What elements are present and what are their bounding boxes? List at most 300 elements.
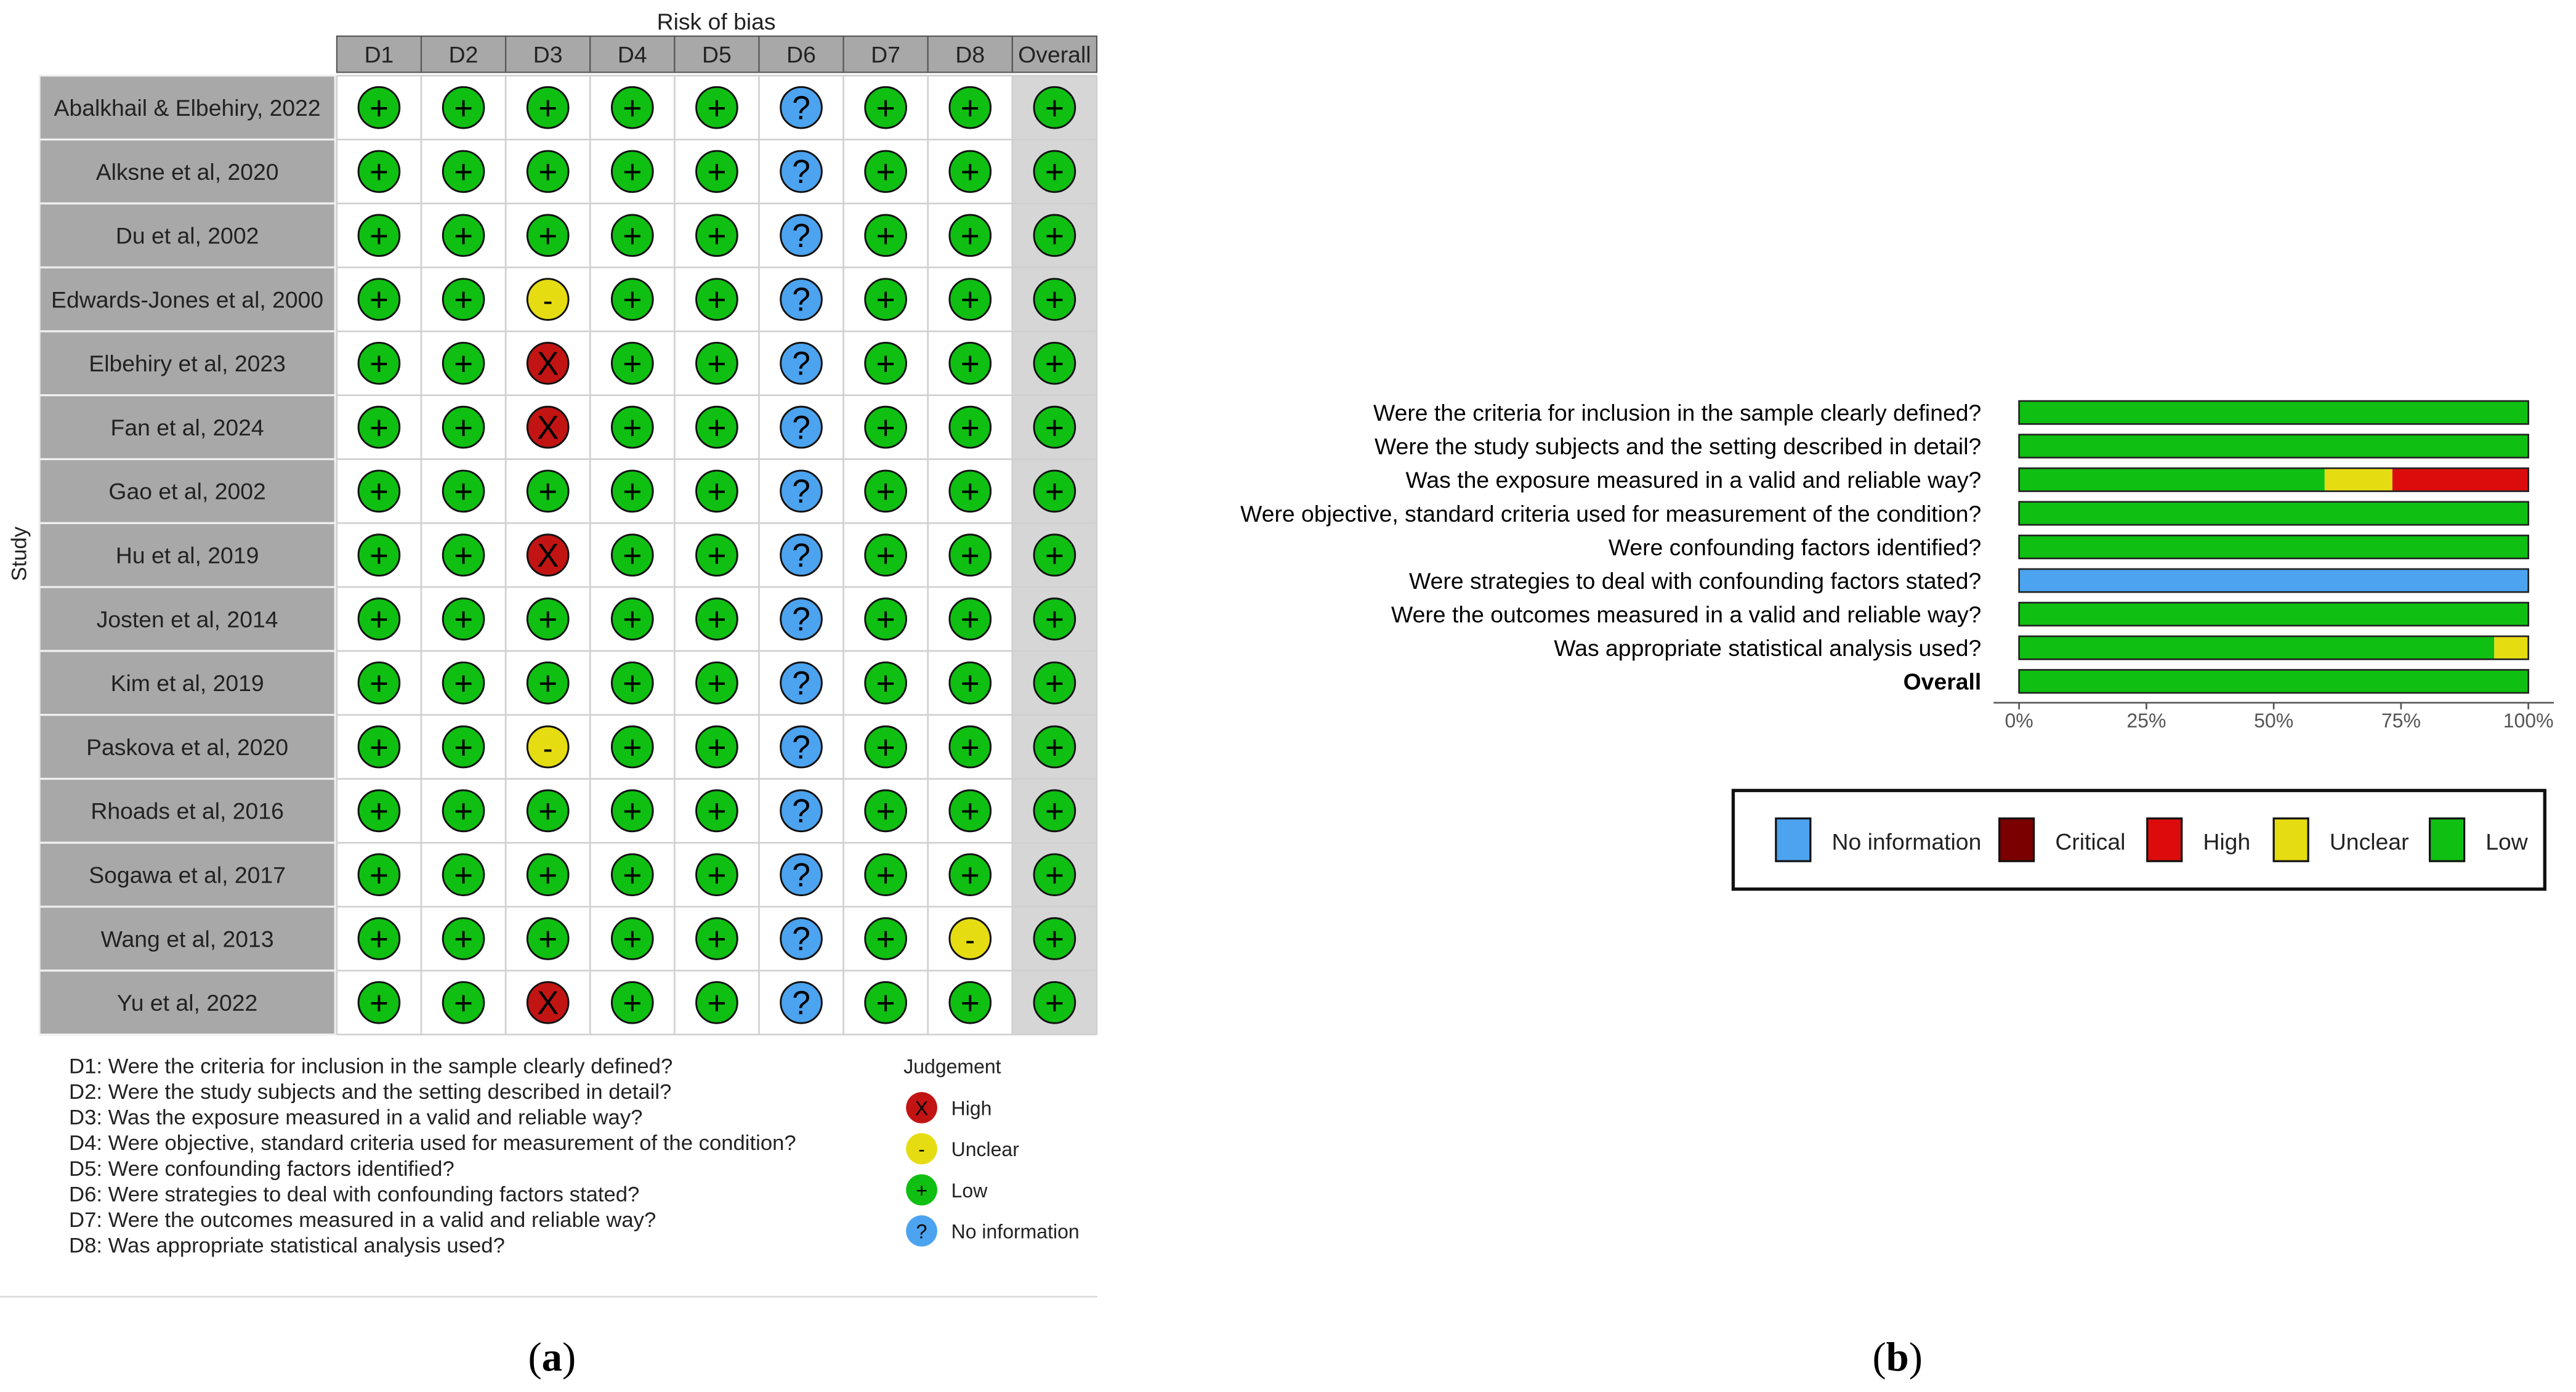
judgement-point xyxy=(865,279,906,320)
judgement-symbol: + xyxy=(960,985,980,1022)
judgement-symbol: + xyxy=(453,793,474,830)
judgement-symbol: ? xyxy=(792,985,810,1022)
judgement-point xyxy=(527,535,568,576)
judgement-symbol: + xyxy=(369,537,389,574)
study-label: Rhoads et al, 2016 xyxy=(91,798,284,824)
x-tick-label: 0% xyxy=(2005,709,2033,732)
study-label: Sogawa et al, 2017 xyxy=(89,862,286,888)
judgement-symbol: ? xyxy=(792,537,810,574)
judgement-point xyxy=(443,982,484,1023)
bar-segment xyxy=(2019,535,2529,558)
judgement-symbol: + xyxy=(1044,793,1064,830)
judgement-point xyxy=(781,471,822,512)
judgement-symbol: + xyxy=(960,729,980,766)
judgement-point xyxy=(950,790,991,832)
judgement-symbol: + xyxy=(623,985,642,1022)
judgement-symbol: ? xyxy=(792,217,810,254)
column-header-label: D7 xyxy=(871,41,901,68)
judgement-point xyxy=(443,662,484,703)
judgement-point xyxy=(527,662,568,703)
judgement-symbol: + xyxy=(960,90,980,127)
judgement-point xyxy=(950,279,991,320)
study-label: Josten et al, 2014 xyxy=(96,606,278,633)
judgement-symbol: + xyxy=(453,217,474,254)
judgement-point xyxy=(358,662,400,703)
judgement-symbol: + xyxy=(369,601,389,638)
judgement-symbol: + xyxy=(453,921,474,958)
judgement-symbol: ? xyxy=(792,665,810,702)
judgement-point xyxy=(612,342,653,384)
judgement-point xyxy=(696,151,738,192)
judgement-symbol: + xyxy=(369,985,389,1022)
judgement-symbol: - xyxy=(965,924,975,957)
judgement-symbol: + xyxy=(876,729,895,766)
judgement-point xyxy=(696,535,738,576)
judgement-symbol: + xyxy=(707,474,727,511)
judgement-symbol: + xyxy=(707,217,727,254)
judgement-symbol: + xyxy=(876,474,895,511)
judgement-symbol: + xyxy=(623,410,642,447)
judgement-point xyxy=(696,342,738,384)
judgement-point xyxy=(950,662,991,703)
judgement-point xyxy=(527,471,568,512)
judgement-symbol: + xyxy=(960,281,980,318)
judgement-point xyxy=(781,662,822,703)
judgement-point xyxy=(950,87,991,128)
judgement-symbol: + xyxy=(960,857,980,894)
judgement-point xyxy=(865,215,906,256)
judgement-point xyxy=(612,726,653,767)
judgement-point xyxy=(612,471,653,512)
judgement-point xyxy=(696,726,738,767)
legend-label: Unclear xyxy=(2329,828,2409,855)
judgement-point xyxy=(781,535,822,576)
judgement-symbol: + xyxy=(707,346,727,382)
judgement-point xyxy=(865,599,906,640)
judgement-symbol: + xyxy=(1044,90,1064,127)
legend-swatch xyxy=(1776,819,1811,861)
judgement-point xyxy=(443,790,484,832)
judgement-point xyxy=(950,151,991,192)
judgement-symbol: + xyxy=(876,601,895,638)
panel-a-footnotes xyxy=(69,1054,796,1257)
judgement-point xyxy=(865,535,906,576)
judgement-point xyxy=(527,151,568,192)
judgement-point xyxy=(1034,918,1075,960)
judgement-symbol: + xyxy=(369,921,389,958)
column-header-label: D8 xyxy=(955,41,985,68)
judgement-point xyxy=(358,982,400,1023)
judgement-point xyxy=(950,726,991,767)
judgement-point xyxy=(1034,854,1075,896)
judgement-symbol: + xyxy=(623,474,642,511)
judgement-point xyxy=(358,407,400,448)
judgement-symbol: + xyxy=(453,410,474,447)
judgement-symbol: + xyxy=(876,857,895,894)
judgement-symbol: ? xyxy=(792,601,810,638)
judgement-point xyxy=(865,790,906,832)
study-label: Hu et al, 2019 xyxy=(115,542,259,569)
legend-swatch xyxy=(2000,819,2034,861)
judgement-symbol: ? xyxy=(792,793,810,830)
column-header-label: Overall xyxy=(1018,41,1091,68)
judgement-point xyxy=(781,87,822,128)
judgement-point xyxy=(781,790,822,832)
judgement-symbol: + xyxy=(369,665,389,702)
study-label: Edwards-Jones et al, 2000 xyxy=(51,286,324,313)
category-label: Were strategies to deal with confounding factors stated? xyxy=(1409,567,1982,594)
judgement-point xyxy=(443,726,484,767)
judgement-symbol: + xyxy=(369,410,389,447)
judgement-symbol: + xyxy=(707,281,727,318)
judgement-symbol: + xyxy=(538,857,558,894)
judgement-point xyxy=(781,726,822,767)
judgement-symbol: + xyxy=(960,537,980,574)
judgement-point xyxy=(865,407,906,448)
judgement-symbol: + xyxy=(453,154,474,191)
bar-segment xyxy=(2325,468,2392,491)
judgement-point xyxy=(612,854,653,896)
judgement-symbol: ? xyxy=(792,474,810,511)
judgement-symbol: + xyxy=(960,601,980,638)
judgement-symbol: + xyxy=(707,921,727,958)
judgement-symbol: ? xyxy=(792,729,810,766)
judgement-symbol: + xyxy=(453,985,474,1022)
judgement-point xyxy=(781,151,822,192)
judgement-symbol: + xyxy=(960,217,980,254)
judgement-point xyxy=(950,471,991,512)
judgement-symbol: ? xyxy=(792,857,810,894)
judgement-symbol: + xyxy=(1044,281,1064,318)
bar-segment xyxy=(2019,636,2495,659)
judgement-point xyxy=(1034,342,1075,384)
judgement-point xyxy=(443,854,484,896)
judgement-point xyxy=(696,662,738,703)
judgement-symbol: + xyxy=(538,793,558,830)
judgement-point xyxy=(950,599,991,640)
judgement-point xyxy=(612,662,653,703)
judgement-point xyxy=(527,854,568,896)
legend-swatch xyxy=(2430,819,2465,861)
judgement-symbol: + xyxy=(453,90,474,127)
judgement-point xyxy=(781,854,822,896)
judgement-symbol: + xyxy=(876,985,895,1022)
judgement-point xyxy=(358,726,400,767)
judgement-symbol: + xyxy=(707,601,727,638)
legend-symbol: ? xyxy=(916,1220,927,1243)
domain-footnote: D8: Was appropriate statistical analysis used? xyxy=(69,1234,505,1258)
column-header-label: D3 xyxy=(533,41,563,68)
judgement-symbol: + xyxy=(707,90,727,127)
judgement-point xyxy=(781,918,822,960)
study-label: Du et al, 2002 xyxy=(115,222,259,249)
judgement-point xyxy=(696,279,738,320)
bar-segment xyxy=(2494,636,2528,659)
judgement-symbol: + xyxy=(1044,217,1064,254)
legend-entry xyxy=(906,1092,991,1123)
judgement-symbol: + xyxy=(876,410,895,447)
judgement-symbol: + xyxy=(453,601,474,638)
judgement-symbol: X xyxy=(536,985,559,1022)
judgement-symbol: + xyxy=(707,665,727,702)
judgement-point xyxy=(1034,215,1075,256)
legend-swatch xyxy=(2147,819,2182,861)
category-label: Were the criteria for inclusion in the sample clearly defined? xyxy=(1373,400,1982,426)
judgement-symbol: + xyxy=(876,154,895,191)
judgement-symbol: + xyxy=(538,474,558,511)
judgement-point xyxy=(527,215,568,256)
judgement-symbol: + xyxy=(960,793,980,830)
judgement-point xyxy=(612,535,653,576)
judgement-symbol: + xyxy=(538,921,558,958)
judgement-symbol: + xyxy=(1044,921,1064,958)
category-label: Was appropriate statistical analysis used? xyxy=(1554,635,1982,662)
judgement-symbol: + xyxy=(1044,410,1064,447)
judgement-symbol: + xyxy=(623,729,642,766)
judgement-point xyxy=(696,982,738,1023)
judgement-point xyxy=(443,87,484,128)
panel-a-caption: (a) xyxy=(528,1335,576,1380)
judgement-symbol: + xyxy=(623,793,642,830)
judgement-symbol: ? xyxy=(792,281,810,318)
category-label: Overall xyxy=(1903,668,1982,695)
domain-footnote: D1: Were the criteria for inclusion in the sample clearly defined? xyxy=(69,1054,673,1078)
judgement-symbol: + xyxy=(453,281,474,318)
category-label: Were the study subjects and the setting described in detail? xyxy=(1375,433,1982,459)
judgement-symbol: + xyxy=(453,729,474,766)
study-label: Gao et al, 2002 xyxy=(108,478,266,504)
judgement-point xyxy=(358,215,400,256)
judgement-symbol: + xyxy=(538,90,558,127)
judgement-point xyxy=(443,918,484,960)
judgement-point xyxy=(612,215,653,256)
judgement-symbol: + xyxy=(453,537,474,574)
judgement-symbol: ? xyxy=(792,346,810,382)
judgement-point xyxy=(1034,151,1075,192)
panel-b-legend xyxy=(1733,790,2545,889)
legend-label: High xyxy=(2203,828,2251,855)
judgement-symbol: + xyxy=(369,90,389,127)
judgement-symbol: + xyxy=(623,346,642,382)
study-label: Paskova et al, 2020 xyxy=(86,734,289,760)
judgement-symbol: + xyxy=(960,665,980,702)
judgement-symbol: X xyxy=(536,410,559,447)
judgement-point xyxy=(358,342,400,384)
judgement-point xyxy=(358,471,400,512)
judgement-point xyxy=(865,982,906,1023)
judgement-point xyxy=(781,215,822,256)
study-label: Abalkhail & Elbehiry, 2022 xyxy=(54,94,321,121)
judgement-symbol: + xyxy=(623,921,642,958)
domain-footnote: D4: Were objective, standard criteria used for measurement of the condition? xyxy=(69,1131,796,1155)
legend-swatch xyxy=(2274,819,2308,861)
legend-label: No information xyxy=(1831,828,1982,855)
bar-segment xyxy=(2019,435,2529,458)
legend-entry xyxy=(906,1174,988,1205)
column-header-label: D5 xyxy=(702,41,732,68)
judgement-point xyxy=(443,599,484,640)
judgement-symbol: + xyxy=(623,90,642,127)
judgement-point xyxy=(527,87,568,128)
domain-footnote: D5: Were confounding factors identified? xyxy=(69,1157,454,1181)
bar-segment xyxy=(2019,468,2325,491)
domain-footnote: D2: Were the study subjects and the setting described in detail? xyxy=(69,1080,672,1104)
study-label: Wang et al, 2013 xyxy=(100,926,274,952)
judgement-point xyxy=(950,215,991,256)
judgement-symbol: + xyxy=(538,665,558,702)
judgement-symbol: + xyxy=(876,346,895,382)
judgement-point xyxy=(781,342,822,384)
judgement-point xyxy=(527,279,568,320)
judgement-point xyxy=(1034,535,1075,576)
domain-footnote: D6: Were strategies to deal with confounding factors stated? xyxy=(69,1183,640,1207)
judgement-symbol: + xyxy=(453,346,474,382)
judgement-symbol: + xyxy=(876,793,895,830)
judgement-symbol: + xyxy=(623,281,642,318)
judgement-point xyxy=(612,790,653,832)
judgement-point xyxy=(781,599,822,640)
judgement-point xyxy=(612,407,653,448)
legend-label: Low xyxy=(951,1179,988,1202)
judgement-point xyxy=(865,342,906,384)
judgement-symbol: + xyxy=(707,729,727,766)
panel-a-grid xyxy=(39,36,1097,1035)
x-tick-label: 100% xyxy=(2503,709,2554,732)
judgement-point xyxy=(865,726,906,767)
judgement-point xyxy=(443,471,484,512)
judgement-symbol: + xyxy=(369,281,389,318)
judgement-point xyxy=(950,918,991,960)
judgement-point xyxy=(358,599,400,640)
judgement-point xyxy=(1034,87,1075,128)
judgement-point xyxy=(1034,726,1075,767)
judgement-symbol: + xyxy=(1044,154,1064,191)
bar-segment xyxy=(2019,670,2529,693)
judgement-point xyxy=(781,407,822,448)
judgement-symbol: + xyxy=(369,857,389,894)
category-label: Were the outcomes measured in a valid and reliable way? xyxy=(1391,601,1982,628)
judgement-symbol: ? xyxy=(792,921,810,958)
legend-label: High xyxy=(951,1097,992,1120)
category-label: Were confounding factors identified? xyxy=(1608,534,1982,560)
judgement-symbol: + xyxy=(707,537,727,574)
judgement-symbol: X xyxy=(536,537,559,574)
judgement-point xyxy=(781,279,822,320)
judgement-point xyxy=(612,599,653,640)
judgement-symbol: + xyxy=(623,601,642,638)
study-label: Kim et al, 2019 xyxy=(110,670,264,697)
judgement-point xyxy=(527,342,568,384)
legend-label: Unclear xyxy=(951,1138,1019,1161)
judgement-symbol: + xyxy=(623,154,642,191)
judgement-symbol: + xyxy=(453,474,474,511)
judgement-symbol: + xyxy=(369,346,389,382)
judgement-point xyxy=(358,279,400,320)
judgement-point xyxy=(865,918,906,960)
judgement-point xyxy=(612,918,653,960)
judgement-point xyxy=(358,790,400,832)
judgement-point xyxy=(1034,471,1075,512)
judgement-symbol: + xyxy=(623,665,642,702)
judgement-symbol: + xyxy=(960,410,980,447)
judgement-point xyxy=(358,535,400,576)
study-label: Yu et al, 2022 xyxy=(116,990,258,1016)
judgement-symbol: + xyxy=(876,921,895,958)
judgement-symbol: + xyxy=(960,154,980,191)
judgement-symbol: + xyxy=(707,154,727,191)
judgement-point xyxy=(1034,662,1075,703)
judgement-point xyxy=(612,982,653,1023)
judgement-symbol: + xyxy=(707,857,727,894)
judgement-symbol: + xyxy=(623,537,642,574)
judgement-symbol: + xyxy=(538,601,558,638)
x-tick-label: 75% xyxy=(2381,709,2421,732)
x-tick-label: 50% xyxy=(2254,709,2294,732)
study-label: Alksne et al, 2020 xyxy=(95,158,279,185)
study-label: Fan et al, 2024 xyxy=(110,414,264,440)
panel-b-bars xyxy=(1240,400,2528,695)
judgement-symbol: - xyxy=(543,732,553,766)
legend-title: Judgement xyxy=(903,1055,1001,1078)
judgement-point xyxy=(1034,790,1075,832)
judgement-point xyxy=(781,982,822,1023)
judgement-point xyxy=(527,407,568,448)
judgement-point xyxy=(1034,599,1075,640)
judgement-point xyxy=(1034,407,1075,448)
legend-entry xyxy=(906,1133,1019,1165)
judgement-point xyxy=(443,279,484,320)
judgement-symbol: + xyxy=(623,857,642,894)
panel-b-x-axis xyxy=(1993,703,2554,732)
judgement-point xyxy=(443,407,484,448)
judgement-symbol: + xyxy=(707,985,727,1022)
judgement-point xyxy=(865,854,906,896)
judgement-symbol: + xyxy=(707,793,727,830)
judgement-point xyxy=(1034,279,1075,320)
judgement-symbol: + xyxy=(1044,729,1064,766)
legend-label: Low xyxy=(2485,828,2528,855)
panel-a-title: Risk of bias xyxy=(656,9,776,35)
judgement-symbol: + xyxy=(1044,474,1064,511)
judgement-point xyxy=(527,599,568,640)
judgement-symbol: + xyxy=(453,665,474,702)
judgement-symbol: + xyxy=(369,474,389,511)
judgement-point xyxy=(358,151,400,192)
judgement-symbol: + xyxy=(1044,537,1064,574)
bar-segment xyxy=(2019,569,2529,592)
judgement-point xyxy=(696,918,738,960)
judgement-point xyxy=(865,87,906,128)
judgement-point xyxy=(696,407,738,448)
panel-b-summary-plot xyxy=(1240,400,2554,1380)
judgement-symbol: - xyxy=(543,285,553,318)
judgement-point xyxy=(358,918,400,960)
judgement-symbol: + xyxy=(1044,601,1064,638)
judgement-point xyxy=(527,790,568,832)
judgement-point xyxy=(443,342,484,384)
judgement-point xyxy=(696,854,738,896)
judgement-symbol: + xyxy=(1044,857,1064,894)
panel-a-traffic-light-plot xyxy=(0,9,1097,1380)
judgement-symbol: + xyxy=(453,857,474,894)
panel-a-ylabel: Study xyxy=(7,526,31,581)
legend-label: Critical xyxy=(2055,828,2126,855)
judgement-point xyxy=(696,215,738,256)
legend-label: No information xyxy=(951,1220,1080,1243)
judgement-point xyxy=(443,215,484,256)
judgement-symbol: + xyxy=(538,217,558,254)
judgement-symbol: ? xyxy=(792,410,810,447)
